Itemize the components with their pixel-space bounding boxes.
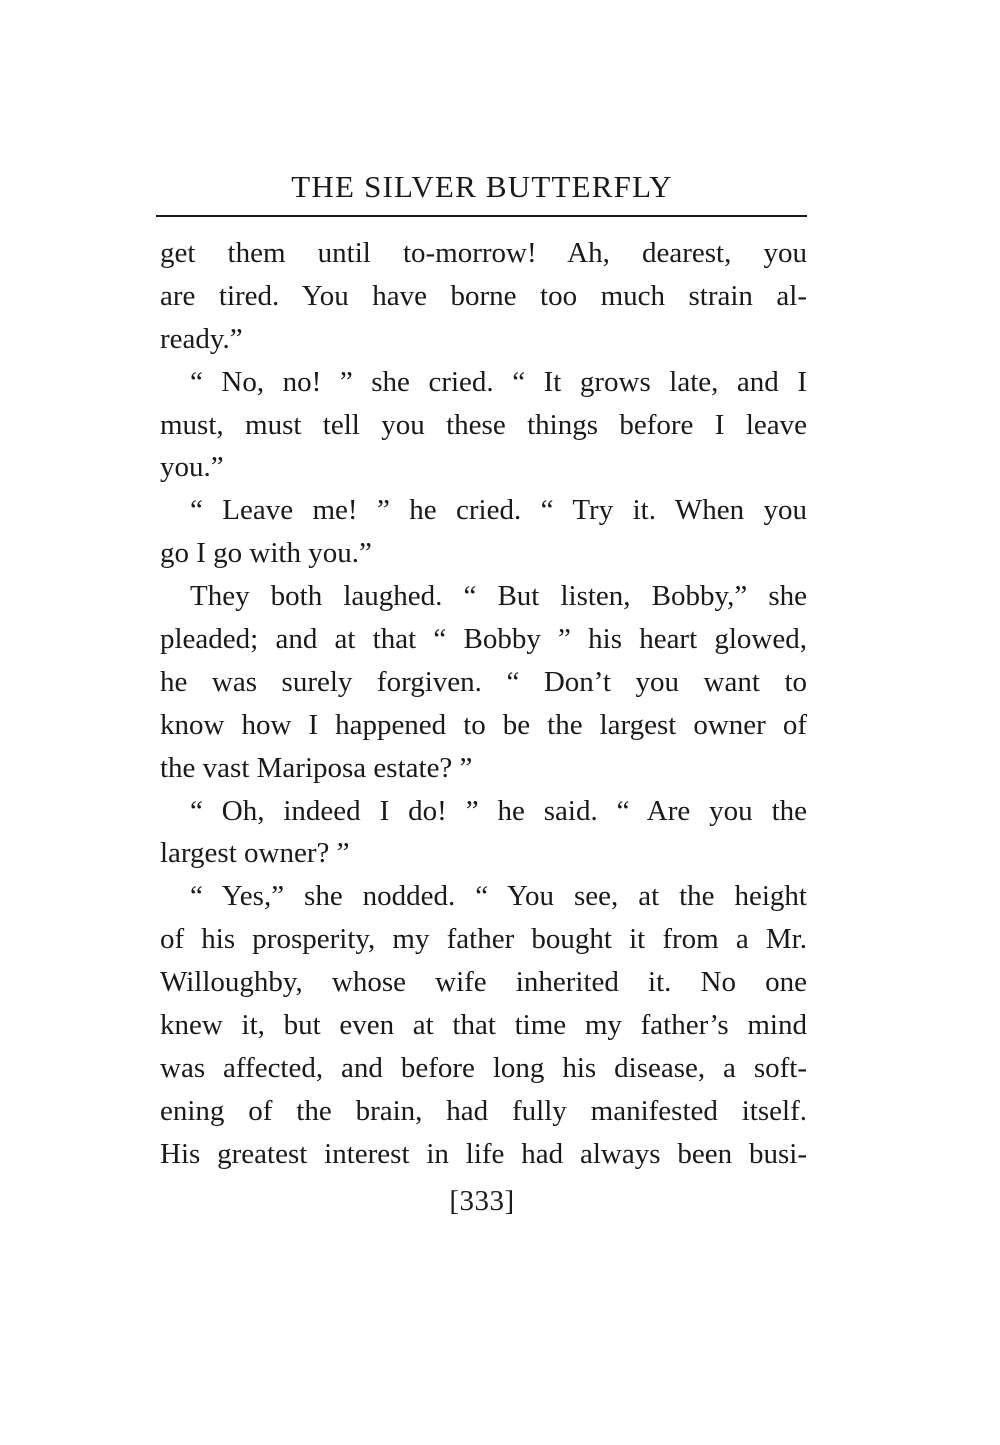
text-line: get them until to-morrow! Ah, dearest, you [160, 237, 807, 269]
text-line: the vast Mariposa estate? ” [160, 751, 473, 784]
text-line: His greatest interest in life had always been busi- [160, 1137, 807, 1170]
text-line: go I go with you.” [160, 537, 372, 570]
text-line: “ Oh, indeed I do! ” he said. “ Are you the [190, 794, 807, 827]
text-line: are tired. You have borne too much strain al- [160, 279, 807, 312]
text-line: They both laughed. “ But listen, Bobby,” she [190, 580, 807, 613]
text-line: you.” [160, 451, 224, 484]
text-line: “ Leave me! ” he cried. “ Try it. When you [190, 494, 807, 527]
text-line: knew it, but even at that time my father’s mind [160, 1009, 807, 1042]
text-line: must, must tell you these things before I leave [160, 408, 807, 441]
page-number: [333] [449, 1185, 515, 1217]
text-line: largest owner? ” [160, 837, 350, 870]
header-rule [156, 215, 807, 217]
text-line: was affected, and before long his disease, a soft- [160, 1051, 807, 1084]
text-line: “ Yes,” she nodded. “ You see, at the height [190, 880, 807, 913]
text-line: Willoughby, whose wife inherited it. No one [160, 966, 807, 999]
text-line: pleaded; and at that “ Bobby ” his heart glowed, [160, 623, 807, 656]
body-text [160, 232, 807, 1176]
text-line: he was surely forgiven. “ Don’t you want to [160, 665, 807, 698]
text-line: “ No, no! ” she cried. “ It grows late, and I [190, 365, 807, 398]
text-line: of his prosperity, my father bought it from a Mr. [160, 923, 807, 956]
text-line: ening of the brain, had fully manifested itself. [160, 1094, 807, 1127]
text-line: know how I happened to be the largest owner of [160, 708, 807, 741]
text-line: ready.” [160, 322, 243, 355]
running-head: THE SILVER BUTTERFLY [291, 169, 673, 204]
